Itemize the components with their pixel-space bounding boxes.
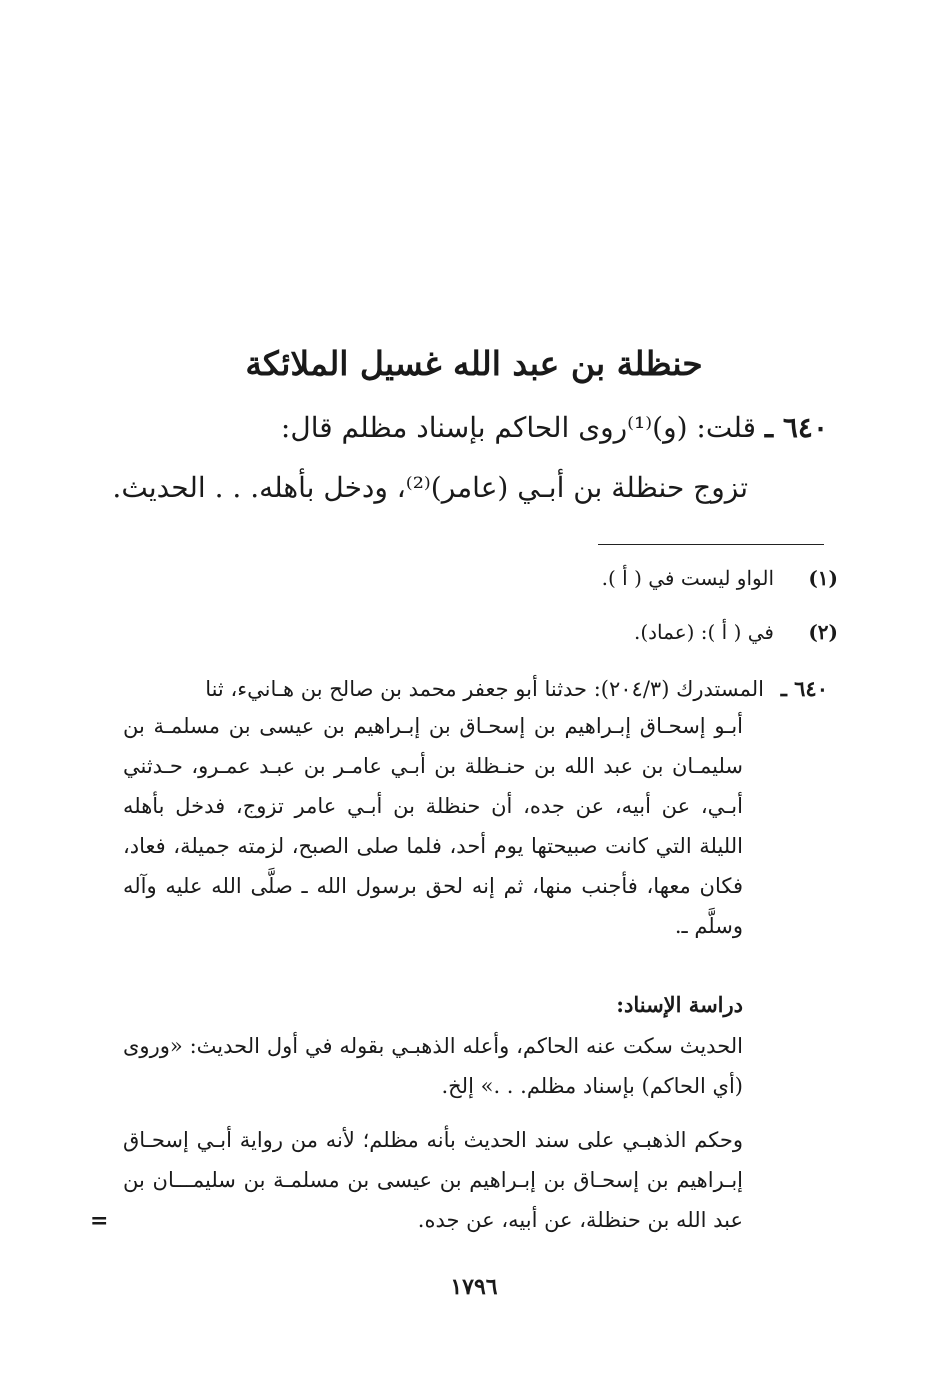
isnad-paragraph-2 bbox=[123, 1120, 743, 1240]
commentary-body bbox=[123, 706, 743, 946]
commentary-first-line bbox=[118, 672, 828, 706]
isnad-study-heading: دراسة الإسناد: bbox=[616, 992, 743, 1017]
footnote-separator bbox=[598, 544, 824, 545]
commentary-line: أبـي، عن أبيه، عن جده، أن حنظلة بن أبـي عامر تزوج، فدخل بأهله bbox=[123, 794, 743, 818]
commentary-line: فكان معها، فأجنب منها، ثم إنه لحق برسول الله ـ صلَّى الله عليه وآله bbox=[123, 874, 743, 898]
isnad-line: عبد الله بن حنظلة، عن أبيه، عن جده. bbox=[417, 1208, 743, 1232]
section-title: حنظلة بن عبد الله غسيل الملائكة bbox=[245, 344, 703, 383]
footnote-1 bbox=[138, 562, 838, 594]
isnad-line: (أي الحاكم) بإسناد مظلم. . .» إلخ. bbox=[441, 1074, 743, 1098]
commentary-number: ٦٤٠ ـ bbox=[780, 676, 828, 701]
hadith-line-1 bbox=[108, 406, 828, 450]
continuation-mark: = bbox=[90, 1208, 109, 1234]
commentary-head-text: المستدرك (٢٠٤/٣): حدثنا أبو جعفر محمد بن صالح بن هـانيء، ثنا bbox=[205, 677, 764, 701]
commentary-line: أبـو إسحـاق إبـراهيم بن إسحـاق بن إبـراهيم بن عيسى بن مسلمـة بن bbox=[123, 714, 743, 738]
footnote-text: الواو ليست في ( أ ). bbox=[601, 566, 774, 590]
commentary-line: وسلَّم ـ. bbox=[674, 914, 743, 938]
isnad-line: إبـراهيم بن إسحـاق بن إبـراهيم بن عيسى بن مسلمـة بن سليمـــان بن bbox=[123, 1168, 743, 1192]
page-number: ١٧٩٦ bbox=[450, 1274, 498, 1300]
hadith-number: ٦٤٠ ـ bbox=[764, 411, 828, 444]
footnote-text: في ( أ ): (عماد). bbox=[633, 620, 774, 644]
commentary-line: الليلة التي كانت صبيحتها يوم أحد، فلما صلى الصبح، لزمته جميلة، فعاد، bbox=[123, 834, 743, 858]
footnote-mark: (١) bbox=[808, 566, 838, 590]
hadith-text-1: قلت: (و)⁽¹⁾روى الحاكم بإسناد مظلم قال: bbox=[280, 411, 757, 444]
footnote-mark: (٢) bbox=[808, 620, 838, 644]
isnad-paragraph-1 bbox=[123, 1026, 743, 1106]
hadith-line-2: تزوج حنظلة بن أبـي (عامر)⁽²⁾، ودخل بأهله. . . الحديث. bbox=[112, 471, 748, 504]
footnote-2 bbox=[138, 616, 838, 648]
isnad-line: الحديث سكت عنه الحاكم، وأعله الذهبـي بقوله في أول الحديث: «وروى bbox=[123, 1034, 743, 1058]
commentary-line: سليمـان بن عبد الله بن حنـظلة بن أبـي عامـر بن عبـد عمـرو، حـدثني bbox=[123, 754, 743, 778]
isnad-line: وحكم الذهبـي على سند الحديث بأنه مظلم؛ لأنه من رواية أبـي إسحـاق bbox=[123, 1128, 743, 1152]
